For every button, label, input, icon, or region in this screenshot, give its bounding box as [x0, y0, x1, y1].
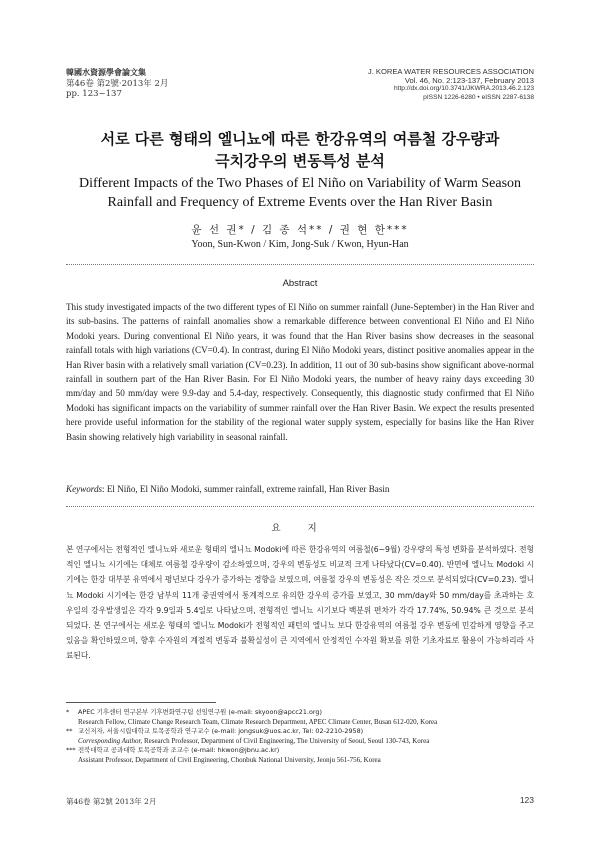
- footnote-3: [66, 746, 536, 756]
- paper-title-ko-line2: 극치강우의 변동특성 분석: [215, 152, 385, 170]
- footnote-en: Research Fellow, Climate Change Research Team, Climate Research Department, APEC Climate Center, Busan 612-020, Korea: [78, 717, 438, 726]
- footnote-en: Assistant Professor, Department of Civil Engineering, Chonbuk National University, Jeonju 561-756, Korea: [78, 755, 381, 764]
- journal-name-en: J. KOREA WATER RESOURCES ASSOCIATION: [367, 67, 534, 76]
- footnote-mark: **: [66, 727, 73, 736]
- doi-link[interactable]: http://dx.doi.org/10.3741/JKWRA.2013.46.2.123: [393, 85, 534, 93]
- korean-abstract-body: 본 연구에서는 전형적인 엘니뇨와 새로운 형태의 엘니뇨 Modoki에 따른 한강유역의 여름철(6~9월) 강우량의 특성 변화를 분석하였다. 전형적인 엘니뇨 시기에는 대체로 여름철 강우량이 감소하였으며, 강우의 변동성도 비교적 크게 나타났다(CV=0.40). 반면에 엘니뇨 Modoki 시기에는 한강 대부분 유역에서 평년보다 강우가 증가하는 경향을 보였으며, 여름철 강우의 변동성은 작은 것으로 분석되었다(CV=0.23). 엘니뇨 Modoki 시기에는 한강 남부의 11개 중권역에서 통계적으로 유의한 강우의 증가를 보였고, 30 mm/day와 50 mm/day를 초과하는 호우일의 강우발생일은 각각 9.9일과 5.4일로 나타났으며, 전형적인 엘니뇨 시기보다 백분위 편차가 각각 17.74%, 50.94% 큰 것으로 분석되었다. 본 연구에서는 새로운 형태의 엘니뇨 Modoki가 전형적인 패턴의 엘니뇨 보다 한강유역의 여름철 강우 변동에 민감하게 영향을 주고 있음을 확인하였으며, 향후 수자원의 계절적 변동과 불확실성이 큰 지역에서 안정적인 수자원 확보를 위한 기초자료로 활용이 가능하리라 사료된다.: [66, 545, 534, 661]
- footnote-ko: APEC 기후센터 연구본부 기후변화연구팀 선임연구원 (e-mail: skyoon@apcc21.org): [78, 708, 322, 716]
- footnote-en: [66, 737, 536, 747]
- journal-name-ko: 韓國水資源學會論文集: [66, 68, 146, 77]
- abstract-heading: Abstract: [282, 278, 318, 289]
- footnote-en-italic: Corresponding Author,: [78, 736, 143, 745]
- footnote-2: [66, 727, 536, 737]
- paper-title-en-line1: Different Impacts of the Two Phases of El Niño on Variability of Warm Season: [78, 176, 522, 191]
- divider-middle: [66, 506, 534, 507]
- footnote-rule: [66, 702, 216, 703]
- footnote-mark: *: [66, 708, 70, 716]
- korean-abstract-heading: 요 지: [271, 523, 329, 534]
- authors-en: Yoon, Sun-Kwon / Kim, Jong-Suk / Kwon, Hyun-Han: [191, 239, 409, 250]
- divider-top: [66, 264, 534, 265]
- keywords-text: : El Niño, El Niño Modoki, summer rainfall, extreme rainfall, Han River Basin: [102, 484, 390, 494]
- footnote-mark: ***: [66, 746, 76, 755]
- journal-volume-ko: 第46卷 第2號·2013年 2月: [66, 78, 169, 89]
- authors-ko: 윤 선 권* / 김 종 석** / 권 현 한***: [191, 224, 409, 236]
- footnote-en-rest: Research Professor, Department of Civil Engineering, The University of Seoul, Seoul 130-743, Korea: [142, 736, 430, 745]
- footnote-ko: 교신저자, 서울시립대학교 토목공학과 연구교수 (e-mail: jongsuk@uos.ac.kr, Tel: 02-2210-2958): [78, 727, 364, 736]
- journal-header-right: [368, 68, 534, 102]
- paper-title-en-line2: Rainfall and Frequency of Extreme Events over the Han River Basin: [107, 195, 493, 210]
- paper-title-ko: [40, 128, 560, 172]
- issn: pISSN 1226-6280 • eISSN 2287-6138: [423, 93, 534, 101]
- footnotes: [66, 708, 536, 766]
- paper-title-ko-line1: 서로 다른 형태의 엘니뇨에 따른 한강유역의 여름철 강우량과: [100, 130, 500, 148]
- keywords: [66, 484, 534, 494]
- journal-volume-en: Vol. 46, No. 2:123-137, February 2013: [404, 75, 534, 85]
- journal-header-left: [66, 68, 168, 100]
- footer-volume: 第46卷 第2號 2013年 2月: [66, 797, 157, 806]
- footnote-ko: 전북대학교 공과대학 토목공학과 조교수 (e-mail: hkwon@jbnu.ac.kr): [78, 746, 280, 755]
- abstract-body: This study investigated impacts of the two different types of El Niño on summer rainfall (June-September) in the Han River and its sub-basins. The patterns of rainfall anomalies show a remarkable difference between conventional El Niño and El Niño Modoki years. During conventional El Niño years, it was found that the Han River basins show decreases in the seasonal rainfall totals with high variations (CV=0.4). In contrast, during El Niño Modoki years, distinct positive anomalies appear in the Han River basin with a relatively small variation (CV=0.23). In addition, 11 out of 30 sub-basins show significant above-normal rainfall in southern part of the Han River Basin. For El Niño Modoki years, the number of heavy rainy days exceeding 30 mm/day and 50 mm/day were 9.9-day and 5.4-day, respectively. Consequently, this diagnostic study confirmed that El Niño Modoki has significant impacts on the variability of summer rainfall over the Han River Basin. We expect the results presented here provide useful information for the stability of the regional water supply system, especially for basins like the Han River Basin showing relatively high variability in seasonal rainfall.: [66, 302, 534, 442]
- paper-title-en: [40, 174, 560, 212]
- page-number: 123: [519, 795, 534, 805]
- keywords-label: Keywords: [66, 484, 103, 494]
- journal-pages: pp. 123~137: [66, 89, 122, 99]
- footnote-1: [66, 708, 536, 718]
